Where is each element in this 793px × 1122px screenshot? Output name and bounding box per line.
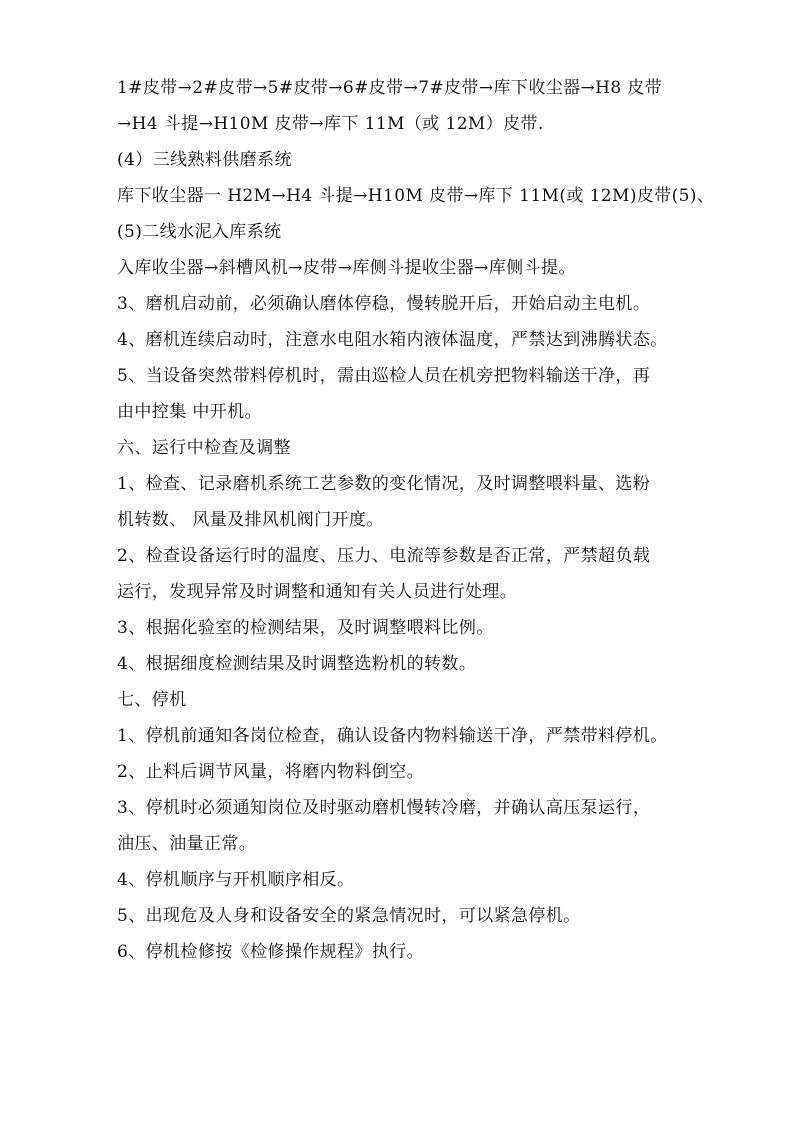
document-page [117, 73, 715, 973]
text-line: 4、磨机连续启动时，注意水电阻水箱内液体温度，严禁达到沸腾状态。 [117, 330, 668, 350]
text-line: 七、停机 [117, 690, 187, 710]
text-line: 油压、油量正常。 [117, 834, 257, 854]
text-line: 机转数、 风量及排风机阀门开度。 [117, 510, 384, 530]
text-line: (5)二线水泥入库系统 [117, 222, 282, 242]
text-line: 3、磨机启动前，必须确认磨体停稳，慢转脱开后，开始启动主电机。 [117, 294, 651, 314]
text-line: 6、停机检修按《检修操作规程》执行。 [117, 942, 425, 962]
text-line: 3、停机时必须通知岗位及时驱动磨机慢转冷磨，并确认高压泵运行， [117, 798, 651, 818]
text-line: 3、根据化验室的检测结果，及时调整喂料比例。 [117, 618, 494, 638]
text-line: 2、检查设备运行时的温度、压力、电流等参数是否正常，严禁超负载 [117, 546, 651, 566]
text-line: (4）三线熟料供磨系统 [117, 150, 292, 170]
text-line: 4、停机顺序与开机顺序相反。 [117, 870, 355, 890]
text-line: 库下收尘器一 H2M→H4 斗提→H10M 皮带→库下 11M(或 12M)皮带(5)、 [117, 186, 715, 206]
text-line: 入库收尘器→斜槽风机→皮带→库侧斗提收尘器→库侧斗提。 [117, 258, 576, 278]
text-line: 5、当设备突然带料停机时，需由巡检人员在机旁把物料输送干净，再 [117, 366, 651, 386]
text-line: 由中控集 中开机。 [117, 402, 263, 422]
text-line: 1、检查、记录磨机系统工艺参数的变化情况，及时调整喂料量、选粉 [117, 474, 651, 494]
text-line: 六、运行中检查及调整 [117, 438, 291, 458]
text-line: 1#皮带→2#皮带→5#皮带→6#皮带→7#皮带→库下收尘器→H8 皮带 [117, 78, 663, 98]
text-line: 运行，发现异常及时调整和通知有关人员进行处理。 [117, 582, 518, 602]
text-line: →H4 斗提→H10M 皮带→库下 11M（或 12M）皮带. [117, 114, 544, 134]
text-line: 4、根据细度检测结果及时调整选粉机的转数。 [117, 654, 477, 674]
text-line: 2、止料后调节风量，将磨内物料倒空。 [117, 762, 425, 782]
text-line: 5、出现危及人身和设备安全的紧急情况时，可以紧急停机。 [117, 906, 581, 926]
text-line: 1、停机前通知各岗位检查，确认设备内物料输送干净，严禁带料停机。 [117, 726, 668, 746]
